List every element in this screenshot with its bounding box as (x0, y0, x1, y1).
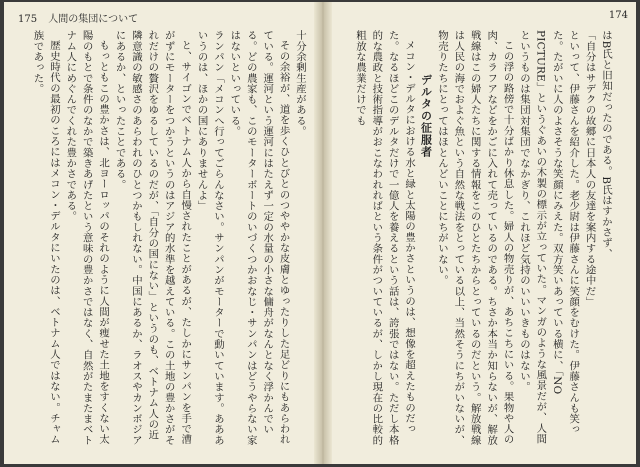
left-page-header (18, 10, 138, 25)
right-page-body (324, 30, 614, 450)
paragraph: その余裕が、道を歩くひとびとのつややかな皮膚とゆったりした足どりにもあらわれている。運河という運河にはたえず一定の水量の小さな傭舟がなんとなく浮かんでいる。どの農家も、このモーターボートのいづくつかおなじ・サンパンはどうやらない家はないといっている。 (228, 30, 290, 446)
paragraph: と、サイゴンでベトナム人から自慢されたことがあるが、たしかにサンパンを手で漕がずにモーターをつかうというのはアジア的水準を越えている。この土地の豊かさがそれだけの贅沢をゆるしているのだが、「自分の国にない」というのも、ベトナム人の近隣意識の敏感さのあらわれのひとつかもしれない。中国にあるか、ラオスやカンボジアにあるか、といったことである。 (113, 30, 192, 446)
right-page (322, 2, 636, 464)
paragraph: もっともこの豊かさは、北ヨーロッパのそれのように人間が痩せた土地をすくない太陽のもとで条件のなかで築きあげたという意味の豊かさではなく、自然がたまたまベトナム人にめぐんでくれた豊かさである。 (64, 30, 110, 446)
book-spread (4, 2, 636, 464)
right-page-number: 174 (608, 10, 628, 21)
paragraph: 歴史時代の最初のころにはメコン・デルタにいたのは、ベトナム人ではない。チャム族であった。 (31, 30, 60, 446)
section-heading: デルタの征服者 (419, 74, 433, 158)
paragraph: ランパン「メコンへ行ってごらんなさい。サンパンがモーターで動いています。あああいうのは、ほかの国にありませんよ」 (195, 30, 224, 446)
left-page (4, 2, 322, 464)
running-header: 人間の集団について (48, 14, 139, 25)
paragraph: といって、伊藤さんを紹介した。老少尉は伊藤さんに笑顔をむけた。伊藤さんも笑った。たがいに人のよさそうな笑顔にみえた。双方笑いあっている横に、「NO PICTURE」というぐあいの木製の標示が立っていた。マンガのような風景だが、人間というものは集団対集団でなかぎり、これほど気持のいいいきものはない。 (517, 30, 580, 444)
paragraph: はB氏と旧知だったのである。B氏はすかさず、 (600, 30, 612, 259)
paragraph: この浮の路傍で十分ばかり休息した。婦人の物売りが、あちこちにいる。果物や人の肉、カラフアなどをかごに入れて売っているのである。ちさか本当か知らないが、解放戦線はこの婦人たちに関する情報をこのひとたちからとっているのだという。解放戦線は人民の海でおよぐ魚という自然な戦法をとっている以上、当然そうにちがいないが、物売りたちにとってはほとんどいことにちがいない。 (435, 30, 514, 446)
left-page-number: 175 (18, 14, 38, 25)
paragraph: 十分余剰生産がある。 (294, 30, 306, 137)
paragraph: 「自分はサデクの故郷に日本人の友達を案内する途中だ」 (583, 30, 596, 307)
left-page-body (18, 30, 308, 450)
paragraph: メコン・デルタにおける水と緑と太陽の豊かさというのは、想像を超えたものだった。なるほどこのデルタだけで一億人を養えるという話は、誇張ではない。ただし本格的な農政と技術指導がおこなわれればという条件がついているが、しかし現在の比較的粗放な農業だけでも (353, 30, 416, 446)
